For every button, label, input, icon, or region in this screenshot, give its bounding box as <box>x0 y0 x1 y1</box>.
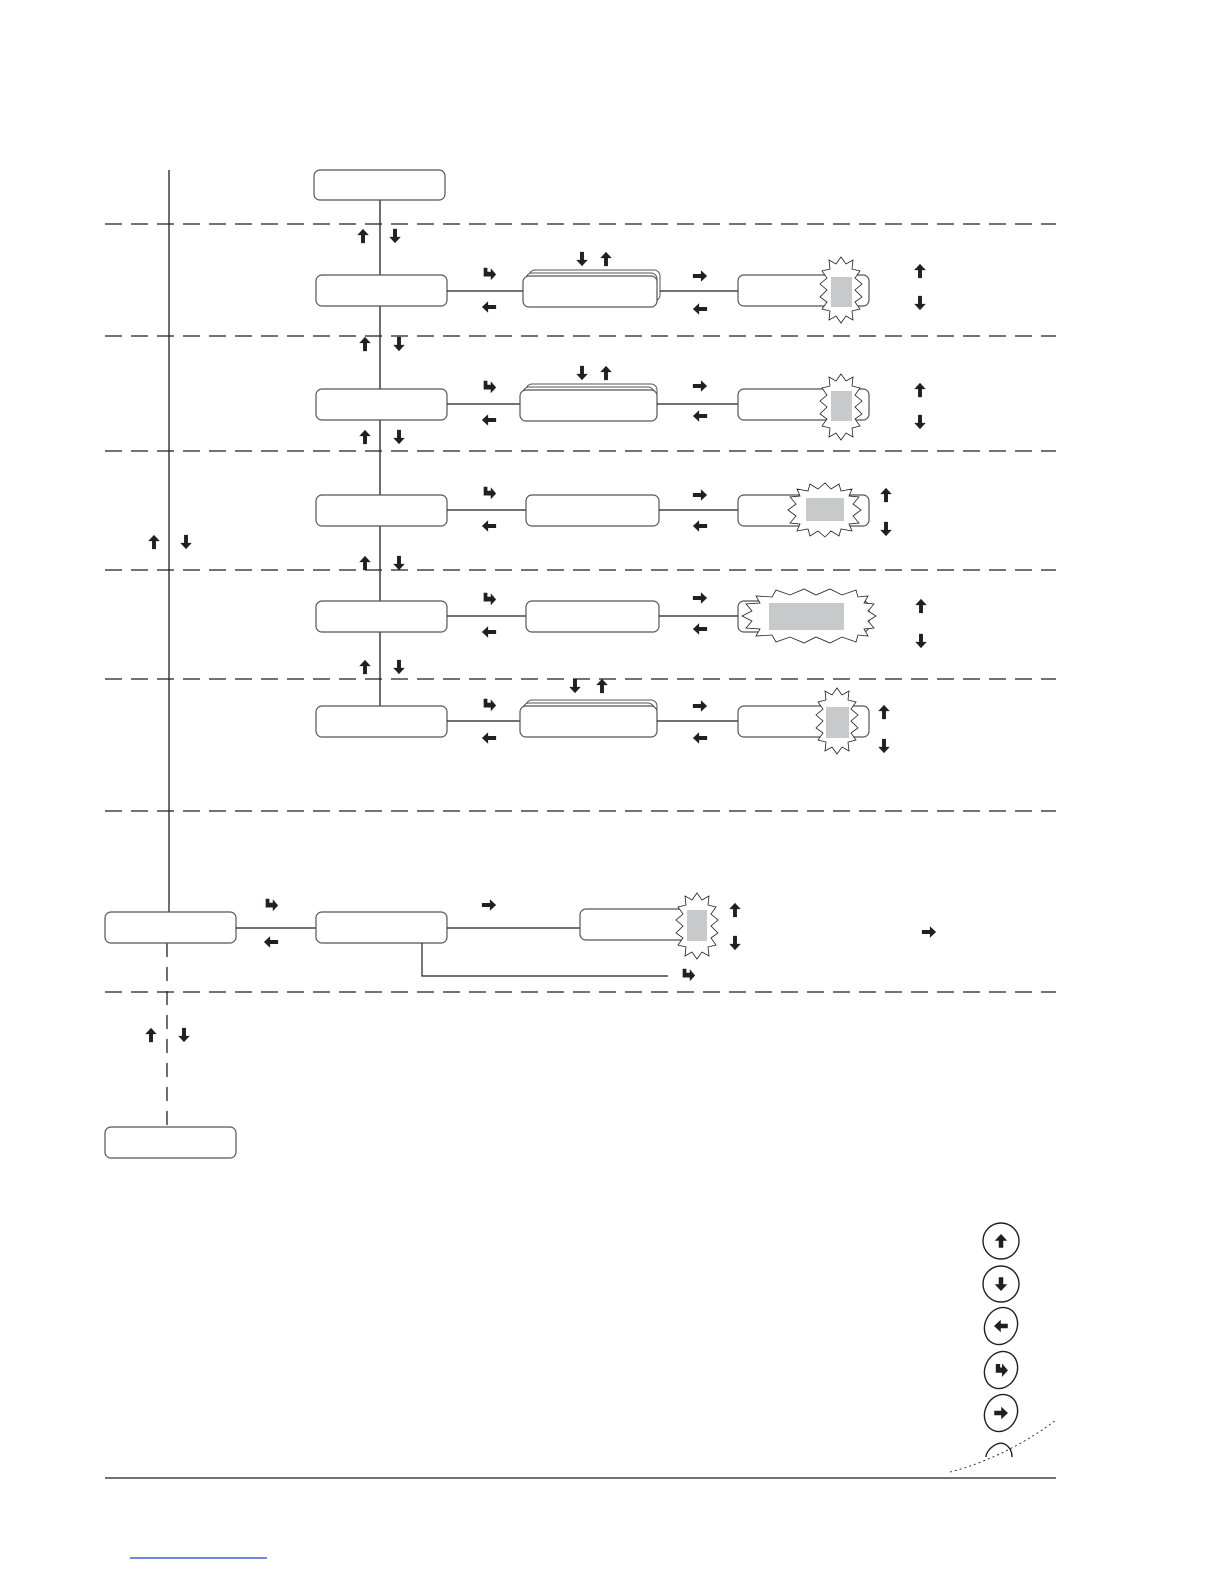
row-3-option-box[interactable] <box>526 495 659 526</box>
down-key-icon <box>729 936 741 950</box>
down-key-icon <box>576 366 588 380</box>
lower-highlight-field <box>687 910 707 941</box>
right-key-icon <box>922 926 936 938</box>
up-key-icon <box>729 903 741 917</box>
up-key-icon <box>148 535 160 549</box>
row-5-highlight-field <box>826 707 849 738</box>
top-menu-box[interactable] <box>314 170 445 200</box>
up-key-icon <box>880 488 892 502</box>
bottom-menu-box[interactable] <box>105 1127 236 1158</box>
up-key-icon <box>600 366 612 380</box>
row-5 <box>316 679 890 754</box>
back-key-icon <box>482 732 496 744</box>
row-3 <box>316 483 892 537</box>
right-key-icon <box>995 1408 1007 1418</box>
row-1-menu-box[interactable] <box>316 275 447 306</box>
back-key-icon <box>693 520 707 532</box>
back-key-icon <box>693 732 707 744</box>
back-key-icon <box>482 520 496 532</box>
down-key-icon <box>915 634 927 648</box>
up-key-icon <box>596 679 608 693</box>
row-4-highlight-field <box>769 603 844 630</box>
down-key-icon <box>914 415 926 429</box>
up-key-icon <box>878 705 890 719</box>
up-key-icon <box>600 252 612 266</box>
row-5-menu-box[interactable] <box>316 706 447 737</box>
key-legend <box>950 1223 1056 1472</box>
back-key-icon <box>482 626 496 638</box>
up-key-icon <box>915 599 927 613</box>
back-key-icon <box>482 414 496 426</box>
down-key-icon <box>569 679 581 693</box>
row-4 <box>316 589 927 648</box>
up-key-icon <box>996 1235 1006 1247</box>
back-key-icon <box>995 1321 1007 1331</box>
right-key-icon <box>693 380 707 392</box>
up-key-icon <box>914 383 926 397</box>
down-key-icon <box>880 522 892 536</box>
enter-key-icon <box>484 487 496 499</box>
down-key-icon <box>576 252 588 266</box>
back-key-icon <box>482 301 496 313</box>
up-key-icon <box>145 1028 157 1042</box>
back-key-icon <box>693 623 707 635</box>
row-2-menu-box[interactable] <box>316 389 447 420</box>
down-key-icon <box>878 739 890 753</box>
row-1-highlight-field <box>831 277 852 307</box>
down-key-icon <box>178 1028 190 1042</box>
right-key-icon <box>482 899 496 911</box>
right-key-icon <box>693 700 707 712</box>
down-key-icon <box>914 296 926 310</box>
corner-dotted-curve <box>950 1420 1056 1472</box>
partial-key-button <box>986 1443 1012 1457</box>
left-menu-box[interactable] <box>105 912 236 943</box>
right-key-icon <box>693 489 707 501</box>
down-key-icon <box>996 1278 1006 1290</box>
row-3-menu-box[interactable] <box>316 495 447 526</box>
row-2-option-stack[interactable] <box>520 384 657 421</box>
enter-key-icon <box>683 969 695 981</box>
enter-key-icon <box>996 1365 1007 1376</box>
row-1 <box>316 252 926 323</box>
lower-section <box>105 893 936 1158</box>
lower-center-box[interactable] <box>316 912 447 943</box>
back-key-icon <box>693 303 707 315</box>
right-key-icon <box>693 592 707 604</box>
row-3-highlight-field <box>806 498 844 521</box>
row-5-option-stack[interactable] <box>520 700 657 737</box>
row-4-option-box[interactable] <box>526 601 659 632</box>
enter-key-icon <box>484 593 496 605</box>
row-4-menu-box[interactable] <box>316 601 447 632</box>
back-key-icon <box>693 410 707 422</box>
up-key-icon <box>914 264 926 278</box>
enter-key-icon <box>484 699 496 711</box>
back-key-icon <box>264 936 278 948</box>
right-key-icon <box>693 270 707 282</box>
enter-key-icon <box>484 381 496 393</box>
row-2 <box>316 366 926 440</box>
enter-key-icon <box>484 268 496 280</box>
down-key-icon <box>180 535 192 549</box>
row-2-highlight-field <box>831 391 852 421</box>
enter-key-icon <box>266 899 278 911</box>
row-1-option-stack[interactable] <box>523 270 660 307</box>
